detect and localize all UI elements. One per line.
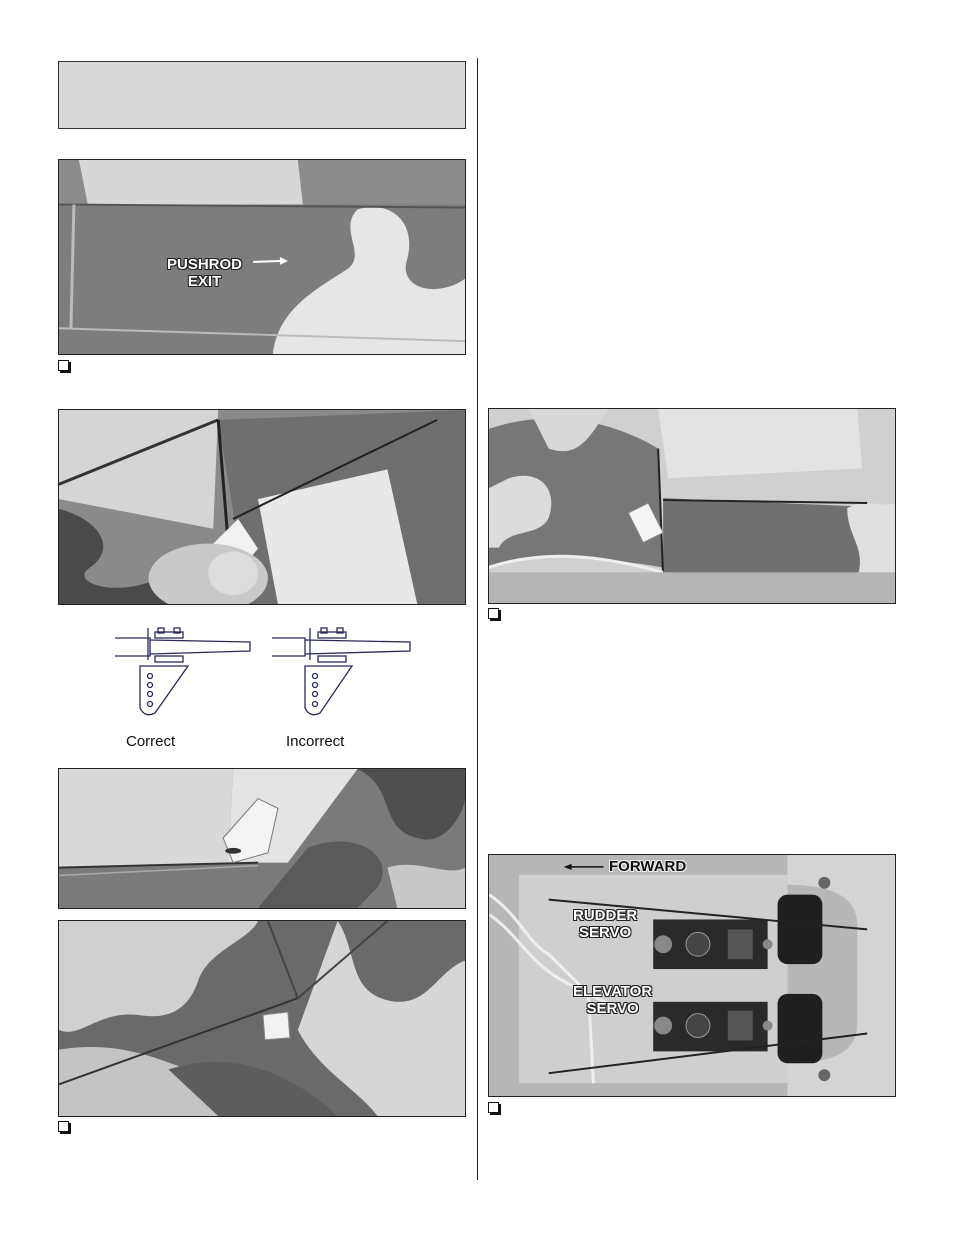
photo-elevator-horn (488, 408, 896, 604)
checkbox-step-3[interactable] (488, 608, 499, 619)
diagram-label-correct: Correct (126, 733, 176, 750)
forward-label: FORWARD (609, 858, 687, 875)
pushrod-label-line1: PUSHROD (167, 256, 243, 273)
horn-mounted-side-image (59, 769, 465, 908)
pushrod-exit-image (59, 160, 465, 354)
checkbox-step-1[interactable] (58, 360, 69, 371)
rudder-label-line2: SERVO (578, 924, 632, 941)
servo-installation-image (489, 855, 895, 1096)
horn-mounted-top-image (59, 921, 465, 1116)
photo-control-horn-install (58, 409, 466, 605)
elevator-label-line2: SERVO (586, 1000, 639, 1017)
column-divider (477, 58, 478, 1180)
elevator-horn-image (489, 409, 895, 603)
pushrod-exit-label (167, 256, 242, 290)
rudder-servo-label (573, 907, 637, 941)
photo-pushrod-exit (58, 159, 466, 355)
photo-horn-mounted-side (58, 768, 466, 909)
note-box (58, 61, 466, 129)
control-horn-install-image (59, 410, 465, 604)
checkbox-step-2[interactable] (58, 1121, 69, 1132)
pushrod-label-line2: EXIT (187, 273, 222, 290)
diagram-label-incorrect: Incorrect (286, 733, 345, 750)
rudder-label-line1: RUDDER (573, 907, 638, 924)
elevator-servo-label (573, 983, 652, 1017)
checkbox-step-4[interactable] (488, 1102, 499, 1113)
photo-horn-mounted-top (58, 920, 466, 1117)
elevator-label-line1: ELEVATOR (573, 983, 653, 1000)
photo-servo-installation (488, 854, 896, 1097)
